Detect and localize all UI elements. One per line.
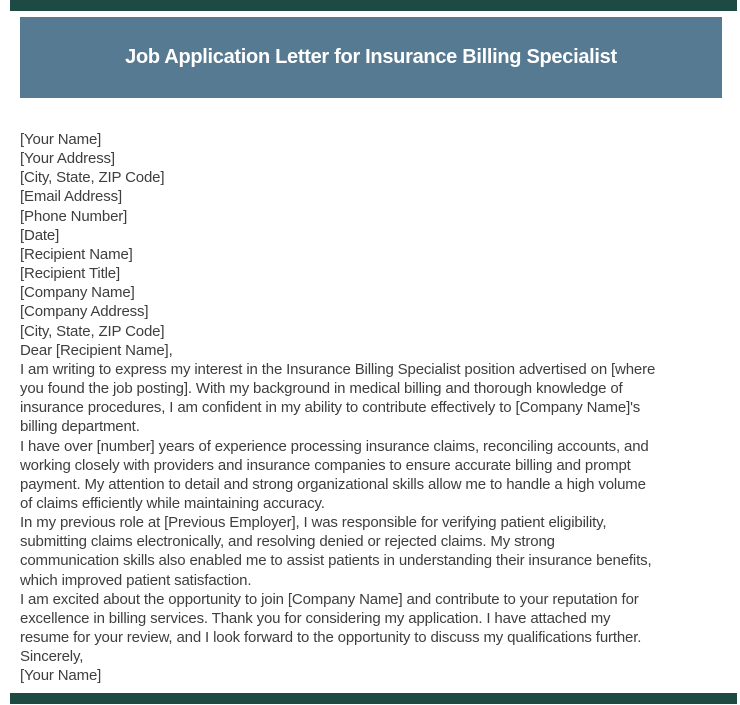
letter-line: working closely with providers and insurance companies to ensure accurate billing and prompt bbox=[20, 456, 631, 474]
letter-line: I am writing to express my interest in the Insurance Billing Specialist position advertised on [where bbox=[20, 360, 656, 378]
letter-line: [Email Address] bbox=[20, 188, 122, 206]
letter-line: you found the job posting]. With my background in medical billing and thorough knowledge of bbox=[20, 380, 623, 398]
letter-line: resume for your review, and I look forward to the opportunity to discuss my qualifications further. bbox=[20, 629, 642, 647]
letter-line: billing department. bbox=[20, 418, 140, 436]
letter-line: Sincerely, bbox=[20, 648, 84, 666]
letter-line: [Company Name] bbox=[20, 284, 135, 302]
letter-line: In my previous role at [Previous Employer], I was responsible for verifying patient eligibility, bbox=[20, 514, 607, 532]
letter-line: payment. My attention to detail and strong organizational skills allow me to handle a high volume bbox=[20, 475, 646, 493]
letter-line: submitting claims electronically, and resolving denied or rejected claims. My strong bbox=[20, 533, 555, 551]
letter-line: [Your Name] bbox=[20, 131, 102, 148]
letter-line: which improved patient satisfaction. bbox=[20, 571, 252, 589]
letter-line: excellence in billing services. Thank you for considering my application. I have attached my bbox=[20, 609, 611, 627]
letter-line: [Phone Number] bbox=[20, 207, 128, 225]
letter-line: [Your Address] bbox=[20, 150, 115, 168]
letter-line: [Recipient Name] bbox=[20, 245, 133, 263]
letter-line: [Company Address] bbox=[20, 303, 149, 321]
letter-line: Dear [Recipient Name], bbox=[20, 341, 173, 359]
page-title: Job Application Letter for Insurance Billing Specialist bbox=[125, 46, 617, 68]
letter-body bbox=[20, 130, 726, 686]
letter-line: of claims efficiently while maintaining accuracy. bbox=[20, 494, 325, 512]
letter-line: [City, State, ZIP Code] bbox=[20, 169, 165, 187]
letter-header bbox=[20, 17, 722, 98]
letter-line: insurance procedures, I am confident in my ability to contribute effectively to [Company Name]'s bbox=[20, 399, 641, 417]
letter-line: [Recipient Title] bbox=[20, 265, 120, 283]
letter-line: communication skills also enabled me to assist patients in understanding their insurance benefits, bbox=[20, 552, 652, 570]
letter-line: [City, State, ZIP Code] bbox=[20, 322, 165, 340]
top-accent-bar bbox=[10, 0, 737, 11]
letter-line: I have over [number] years of experience processing insurance claims, reconciling accounts, and bbox=[20, 437, 649, 455]
letter-line: I am excited about the opportunity to join [Company Name] and contribute to your reputation for bbox=[20, 590, 639, 608]
letter-line: [Date] bbox=[20, 226, 60, 244]
bottom-accent-bar bbox=[10, 693, 737, 704]
letter-line: [Your Name] bbox=[20, 667, 102, 685]
